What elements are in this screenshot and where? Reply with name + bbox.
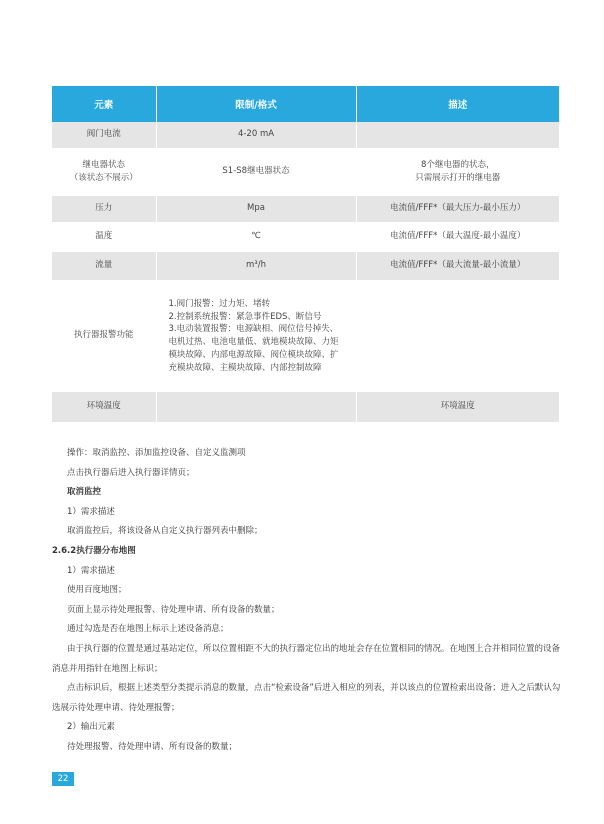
- section-heading: 2.6.2执行器分布地图: [52, 545, 136, 556]
- cell-description: [356, 122, 559, 148]
- paragraph: 1）需求描述: [67, 506, 115, 517]
- cell-description: 电流值/FFF*（最大流量-最小流量）: [356, 252, 559, 280]
- cell-description: 电流值/FFF*（最大温度-最小温度）: [356, 222, 559, 252]
- paragraph: 取消监控后，将该设备从自定义执行器列表中删除；: [67, 526, 263, 537]
- cell-format: [156, 392, 356, 422]
- cell-element: 阀门电流: [52, 122, 156, 148]
- page-number: 22: [52, 772, 74, 786]
- cell-element: 压力: [52, 196, 156, 222]
- table-row: [52, 280, 559, 392]
- body-text: [52, 444, 562, 758]
- paragraph: 页面上显示待处理报警、待处理申请、所有设备的数量；: [67, 604, 280, 615]
- cell-format: m³/h: [156, 252, 356, 280]
- paragraph: 待处理报警、待处理申请、所有设备的数量；: [67, 741, 238, 752]
- cell-description: 电流值/FFF*（最大压力-最小压力）: [356, 196, 559, 222]
- cell-format: Mpa: [156, 196, 356, 222]
- cell-format: S1-S8继电器状态: [156, 148, 356, 196]
- cell-format: 1.阀门报警：过力矩、堵转 2.控制系统报警：紧急事件EDS、断信号 3.电动装置报警：电源缺相、阀位信号掉失、电机过热、电池电量低、就地模块故障、力矩模块故障、内部电源故障、阀位模块故障、扩充模块故障、主模块故障、内部控制故障: [156, 280, 356, 392]
- cell-element: 流量: [52, 252, 156, 280]
- paragraph: 操作：取消监控、添加监控设备、自定义监测项: [67, 448, 246, 458]
- paragraph: 通过勾选是否在地图上标示上述设备消息；: [67, 624, 229, 635]
- paragraph: 2）输出元素: [67, 722, 115, 733]
- cell-description: 环境温度: [356, 392, 559, 422]
- spec-table: [52, 86, 559, 422]
- paragraph: 点击标识后，根据上述类型分类提示消息的数量，点击“检索设备”后进入相应的列表，并以该点的位置检索出设备；进入之后默认勾选展示待处理申请、待处理报警；: [52, 683, 561, 713]
- paragraph: 1）需求描述: [67, 565, 115, 576]
- table-row: [52, 222, 559, 252]
- section-heading: 取消监控: [67, 487, 102, 498]
- table-row: [52, 196, 559, 222]
- spec-table-container: [52, 86, 559, 422]
- cell-format: ℃: [156, 222, 356, 252]
- paragraph: 由于执行器的位置是通过基站定位，所以位置相距不大的执行器定位出的地址会存在位置相同的情况。在地图上合并相同位置的设备消息并用指针在地图上标识；: [52, 643, 561, 674]
- cell-element: 温度: [52, 222, 156, 252]
- table-row: [52, 392, 559, 422]
- header-description: 描述: [356, 86, 559, 122]
- table-row: [52, 148, 559, 196]
- cell-description: [356, 280, 559, 392]
- paragraph: 点击执行器后进入执行器详情页；: [67, 467, 195, 478]
- table-row: [52, 122, 559, 148]
- cell-format: 4-20 mA: [156, 122, 356, 148]
- cell-element: 执行器报警功能: [52, 280, 156, 392]
- header-format: 限制/格式: [156, 86, 356, 122]
- cell-element: 继电器状态 （该状态不展示）: [52, 148, 156, 196]
- cell-element: 环境温度: [52, 392, 156, 422]
- paragraph: 使用百度地图；: [67, 585, 127, 596]
- table-row: [52, 252, 559, 280]
- header-element: 元素: [52, 86, 156, 122]
- cell-description: 8个继电器的状态， 只需展示打开的继电器: [356, 148, 559, 196]
- table-header-row: [52, 86, 559, 122]
